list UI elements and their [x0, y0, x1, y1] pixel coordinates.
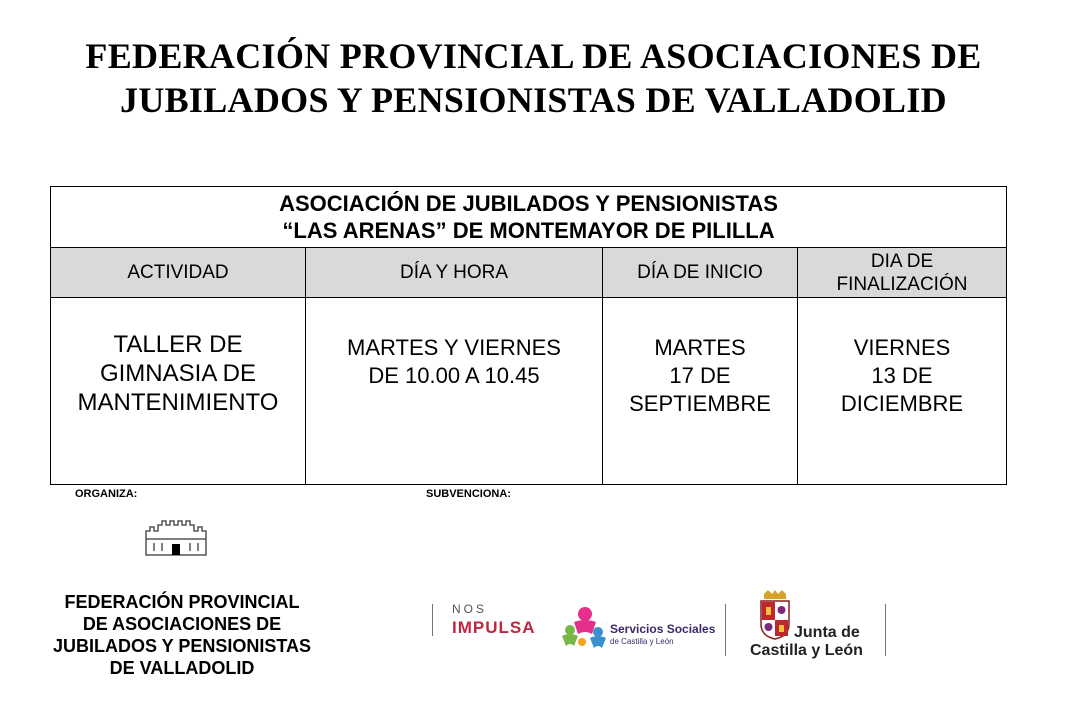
nos-impulsa-logo-top: NOS	[452, 602, 488, 616]
organizer-line: DE VALLADOLID	[109, 658, 255, 678]
main-title	[0, 34, 1067, 122]
cell-line: VIERNES	[853, 335, 951, 360]
cell-dia-finalizacion	[798, 298, 1007, 485]
cell-line: MARTES	[654, 335, 746, 360]
organizer-line: JUBILADOS Y PENSIONISTAS	[52, 636, 312, 656]
table-row	[51, 298, 1007, 485]
header-dia-finalizacion	[798, 248, 1007, 298]
cell-line: 13 DE	[871, 363, 933, 388]
cell-line: DE 10.00 A 10.45	[368, 363, 540, 388]
servicios-sociales-subtitle: de Castilla y León	[610, 637, 674, 646]
cell-line: DICIEMBRE	[840, 391, 964, 416]
cell-dia-inicio	[603, 298, 798, 485]
main-title-line-2: JUBILADOS Y PENSIONISTAS DE VALLADOLID	[120, 80, 947, 120]
servicios-sociales-figures-icon	[560, 604, 610, 654]
header-dia-fin-line-2: FINALIZACIÓN	[836, 273, 968, 295]
activity-table	[50, 186, 1007, 485]
divider	[432, 604, 433, 636]
cell-line: TALLER DE	[113, 331, 243, 358]
header-dia-inicio: DÍA DE INICIO	[603, 248, 798, 298]
association-name-line-1: ASOCIACIÓN DE JUBILADOS Y PENSIONISTAS	[279, 191, 778, 216]
cell-line: SEPTIEMBRE	[629, 391, 771, 416]
junta-logo-line-2: Castilla y León	[750, 642, 863, 659]
divider	[885, 604, 886, 656]
cell-dia-hora	[306, 298, 603, 485]
nos-impulsa-logo-bottom: IMPULSA	[452, 618, 536, 637]
junta-logo-line-1: Junta de	[794, 624, 860, 641]
cell-line: MARTES Y VIERNES	[347, 335, 561, 360]
organizer-line: FEDERACIÓN PROVINCIAL	[64, 592, 300, 612]
header-dia-fin-line-1: DIA DE	[870, 250, 934, 272]
header-dia-hora: DÍA Y HORA	[306, 248, 603, 298]
cell-line: MANTENIMIENTO	[77, 389, 279, 416]
cell-line: 17 DE	[669, 363, 731, 388]
organiza-label: ORGANIZA:	[75, 488, 138, 500]
castle-logo-icon	[144, 517, 214, 557]
header-actividad: ACTIVIDAD	[51, 248, 306, 298]
cell-actividad	[51, 298, 306, 485]
subvenciona-label: SUBVENCIONA:	[426, 488, 511, 500]
sponsor-logos	[428, 588, 898, 668]
association-name-cell	[51, 187, 1007, 248]
junta-coat-of-arms-icon	[758, 590, 792, 640]
organizer-line: DE ASOCIACIONES DE	[82, 614, 282, 634]
association-name-line-2: “LAS ARENAS” DE MONTEMAYOR DE PILILLA	[282, 218, 775, 243]
organizer-name	[32, 591, 332, 679]
divider	[725, 604, 726, 656]
main-title-line-1: FEDERACIÓN PROVINCIAL DE ASOCIACIONES DE	[85, 36, 982, 76]
servicios-sociales-logo: Servicios Sociales	[610, 622, 716, 636]
cell-line: GIMNASIA DE	[99, 360, 257, 387]
